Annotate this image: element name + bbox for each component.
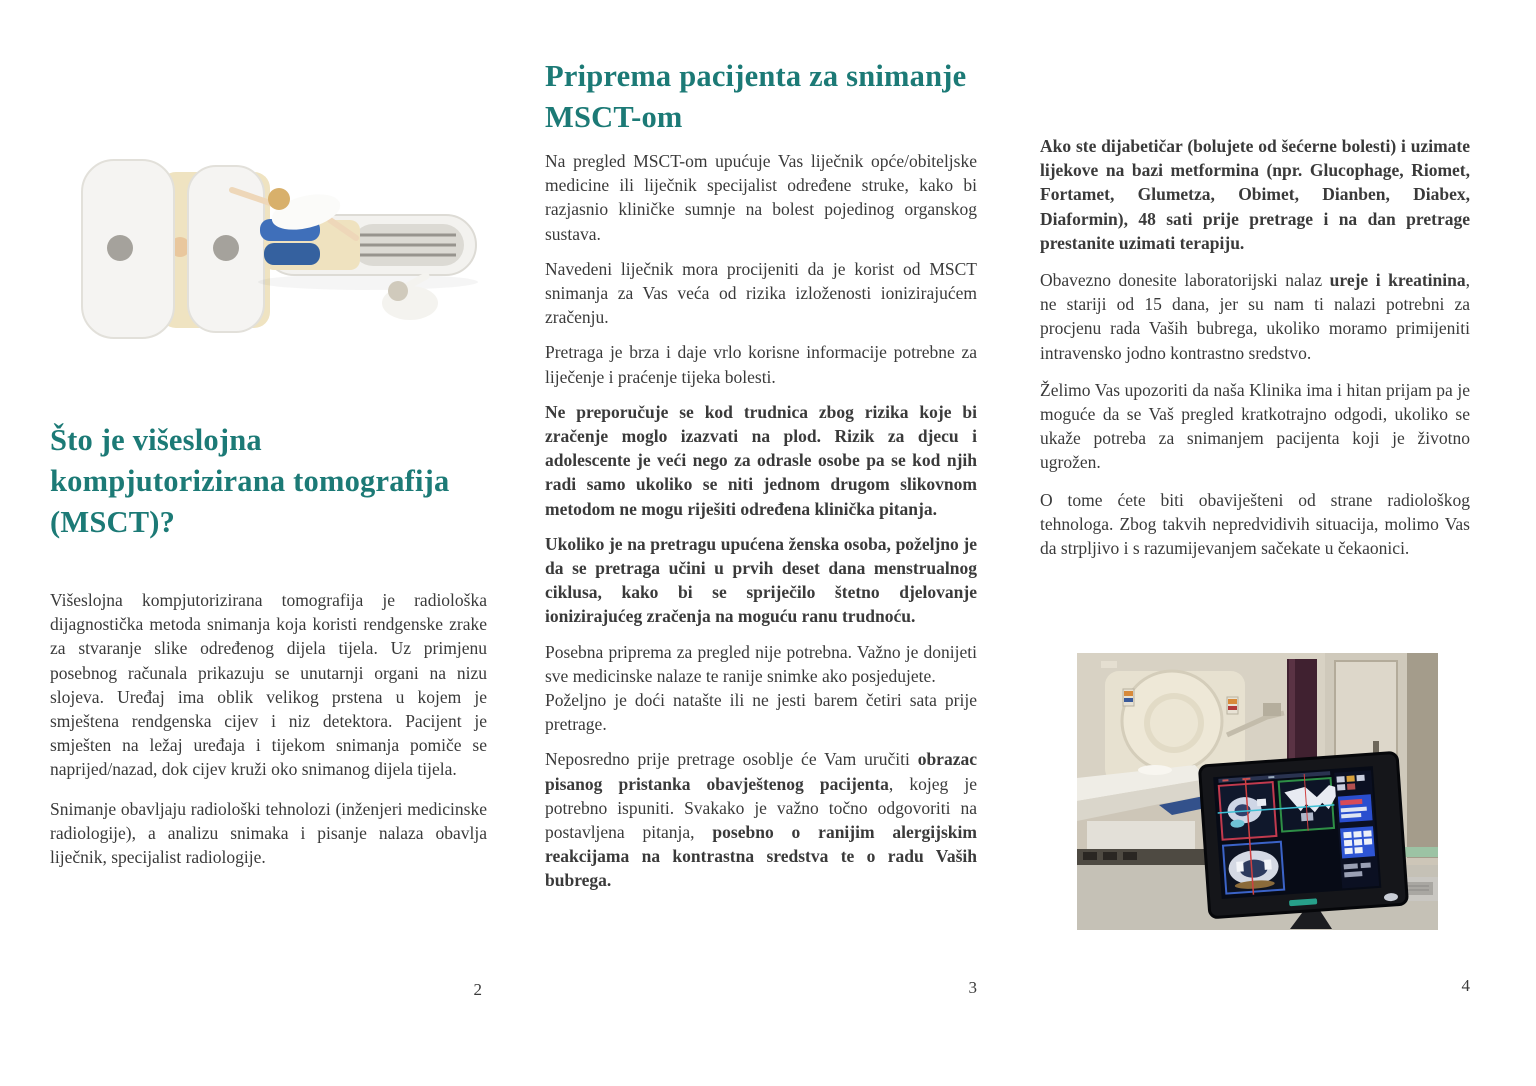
page-number-3: 3 — [968, 978, 977, 997]
page3-paragraph-6-line1: Posebna priprema za pregled nije potrebna. Važno je donijeti sve medicinske nalaze te ranije snimke ako posjedujete. — [545, 641, 977, 686]
page-number-4: 4 — [1461, 976, 1470, 995]
page-2 — [50, 0, 487, 1086]
page3-paragraph-3: Pretraga je brza i daje vrlo korisne informacije potrebne za liječenje i praćenje tijeka bolesti. — [545, 342, 977, 387]
page4-paragraph-2-text2: , ne stariji od 15 dana, jer su nam ti nalazi potrebni za procjenu rada Vaših bubrega, ukoliko moramo primijeniti intravensko jodno kontrastno sredstvo. — [1040, 270, 1470, 363]
page3-paragraph-4: Ne preporučuje se kod trudnica zbog rizika koje bi zračenje moglo izazvati na plod. Rizik za djecu i adolescente je veći nego za odrasle osobe pa se kod njih radi samo ukoliko se niti jednom drugom slikovnom metodom ne mogu riješiti određena klinička pitanja. — [545, 401, 977, 519]
page4-paragraph-2 — [1040, 268, 1470, 365]
page-number-2: 2 — [473, 980, 482, 999]
page3-paragraph-7-bold2: posebno o ranijim alergijskim reakcijama na kontrastna sredstva te o radu Vaših bubrega. — [545, 822, 977, 891]
page2-heading: Što je višeslojna kompjutorizirana tomografija (MSCT)? — [50, 423, 450, 539]
page3-paragraph-1: Na pregled MSCT-om upućuje Vas liječnik opće/obiteljske medicine ili liječnik specijalist određene struke, kako bi razjasnio kliničke sumnje na bolest pojedinog organskog sustava. — [545, 151, 977, 244]
page4-paragraph-2-bold1: ureje i kreatinina — [1329, 270, 1466, 291]
page3-paragraph-5: Ukoliko je na pretragu upućena ženska osoba, poželjno je da se pretraga učini u prvih deset dana menstrualnog ciklusa, kako bi se spriječilo štetno djelovanje ionizirajućeg zračenja na moguću ranu trudnoću. — [545, 533, 977, 627]
page3-heading: Priprema pacijenta za snimanje MSCT-om — [545, 59, 967, 134]
page3-paragraph-2: Navedeni liječnik mora procijeniti da je korist od MSCT snimanja za Vas veća od rizika izloženosti ionizirajućem zračenju. — [545, 258, 977, 328]
ct-room-photo — [1077, 653, 1438, 930]
page4-paragraph-1: Ako ste dijabetičar (bolujete od šećerne bolesti) i uzimate lijekove na bazi metformina (npr. Glucophage, Riomet, Fortamet, Glumetza, Obimet, Dianben, Diabex, Diaformin), 48 sati prije pretrage i na dan pretrage prestanite uzimati terapiju. — [1040, 136, 1470, 253]
page-3 — [545, 0, 977, 1086]
page2-paragraph-1: Višeslojna kompjutorizirana tomografija je radiološka dijagnostička metoda snimanja koja koristi rendgenske zrake za stvaranje slike određenog dijela tijela. Uz primjenu posebnog računala prikazuju se unutarnji organi na nizu slojeva. Uređaj ima oblik velikog prstena u kojem je smještena rendgenska cijev i niz detektora. Pacijent je smješten na ležaj uređaja i tijekom snimanja pomiče se naprijed/nazad, dok cijev kruži oko snimanog dijela tijela. — [50, 590, 487, 780]
workstation-monitor — [1199, 752, 1407, 917]
page4-paragraph-4: O tome ćete biti obaviješteni od strane radiološkog tehnologa. Zbog takvih nepredvidivih situacija, molimo Vas da strpljivo i s razumijevanjem sačekate u čekaonici. — [1040, 489, 1470, 559]
page3-paragraph-6-line2: Poželjno je doći natašte ili ne jesti barem četiri sata prije pretrage. — [545, 690, 977, 735]
page3-paragraph-7-text2: , kojeg je potrebno ispuniti. Svakako je važno točno odgovoriti na postavljena pitanja, — [545, 773, 977, 843]
page3-paragraph-6 — [545, 640, 977, 737]
page3-paragraph-7-text1: Neposredno prije pretrage osoblje će Vam uručiti — [545, 749, 918, 770]
page4-paragraph-2-text1: Obavezno donesite laboratorijski nalaz — [1040, 270, 1330, 291]
page4-paragraph-3: Želimo Vas upozoriti da naša Klinika ima i hitan prijam pa je moguće da se Vaš pregled kratkotrajno odgodi, ukoliko se ukaže potreba za snimanjem pacijenta koji je životno ugrožen. — [1040, 379, 1470, 473]
page2-paragraph-2: Snimanje obavljaju radiološki tehnolozi (inženjeri medicinske radiologije), a analizu snimaka i pisanje nalaza obavlja liječnik, specijalist radiologije. — [50, 798, 487, 868]
page3-paragraph-7-bold1: obrazac pisanog pristanka obavještenog pacijenta — [545, 749, 977, 794]
page3-paragraph-7 — [545, 747, 977, 892]
